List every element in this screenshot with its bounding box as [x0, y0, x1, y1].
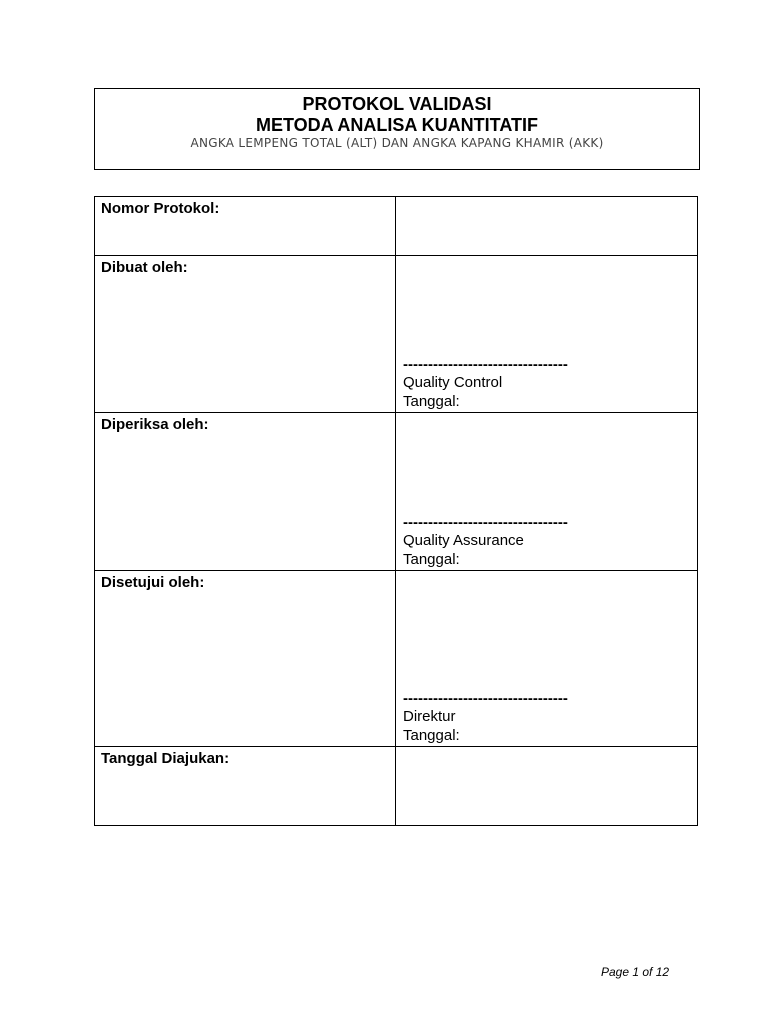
cell-label	[95, 256, 396, 413]
diperiksa-signature-cell	[396, 413, 698, 571]
table-row-dibuat	[95, 256, 698, 413]
signature-block	[403, 356, 568, 412]
signature-date-label: Tanggal:	[403, 550, 460, 568]
signer-role: Direktur	[403, 708, 456, 725]
nomor-protokol-label: Nomor Protokol:	[101, 200, 220, 217]
table-row-disetujui	[95, 571, 698, 747]
signature-date-label: Tanggal:	[403, 726, 460, 744]
table-row-tanggal	[95, 747, 698, 826]
dibuat-signature-cell	[396, 256, 698, 413]
signer-role: Quality Assurance	[403, 532, 524, 549]
title-line-2: METODA ANALISA KUANTITATIF	[256, 115, 538, 135]
nomor-protokol-value	[396, 197, 698, 256]
cell-label	[95, 197, 396, 256]
signature-line: ---------------------------------	[403, 689, 568, 707]
signature-date-label: Tanggal:	[403, 392, 460, 410]
cell-label	[95, 413, 396, 571]
table-row-diperiksa	[95, 413, 698, 571]
signature-line: ---------------------------------	[403, 355, 568, 373]
diperiksa-oleh-label: Diperiksa oleh:	[101, 416, 209, 433]
table-row-nomor	[95, 197, 698, 256]
title-line-1: PROTOKOL VALIDASI	[302, 94, 492, 114]
tanggal-diajukan-label: Tanggal Diajukan:	[101, 750, 230, 767]
signer-role: Quality Control	[403, 374, 503, 391]
signoff-table	[94, 196, 698, 826]
disetujui-oleh-label: Disetujui oleh:	[101, 574, 205, 591]
disetujui-signature-cell	[396, 571, 698, 747]
page-number: Page 1 of 12	[601, 965, 670, 979]
tanggal-diajukan-value	[396, 747, 698, 826]
signature-line: ---------------------------------	[403, 513, 568, 531]
signature-block	[403, 690, 568, 746]
subtitle: ANGKA LEMPENG TOTAL (ALT) DAN ANGKA KAPANG KHAMIR (AKK)	[190, 136, 604, 150]
cell-label	[95, 571, 396, 747]
cell-label	[95, 747, 396, 826]
dibuat-oleh-label: Dibuat oleh:	[101, 259, 188, 276]
signature-block	[403, 514, 568, 570]
document-header	[94, 88, 700, 170]
